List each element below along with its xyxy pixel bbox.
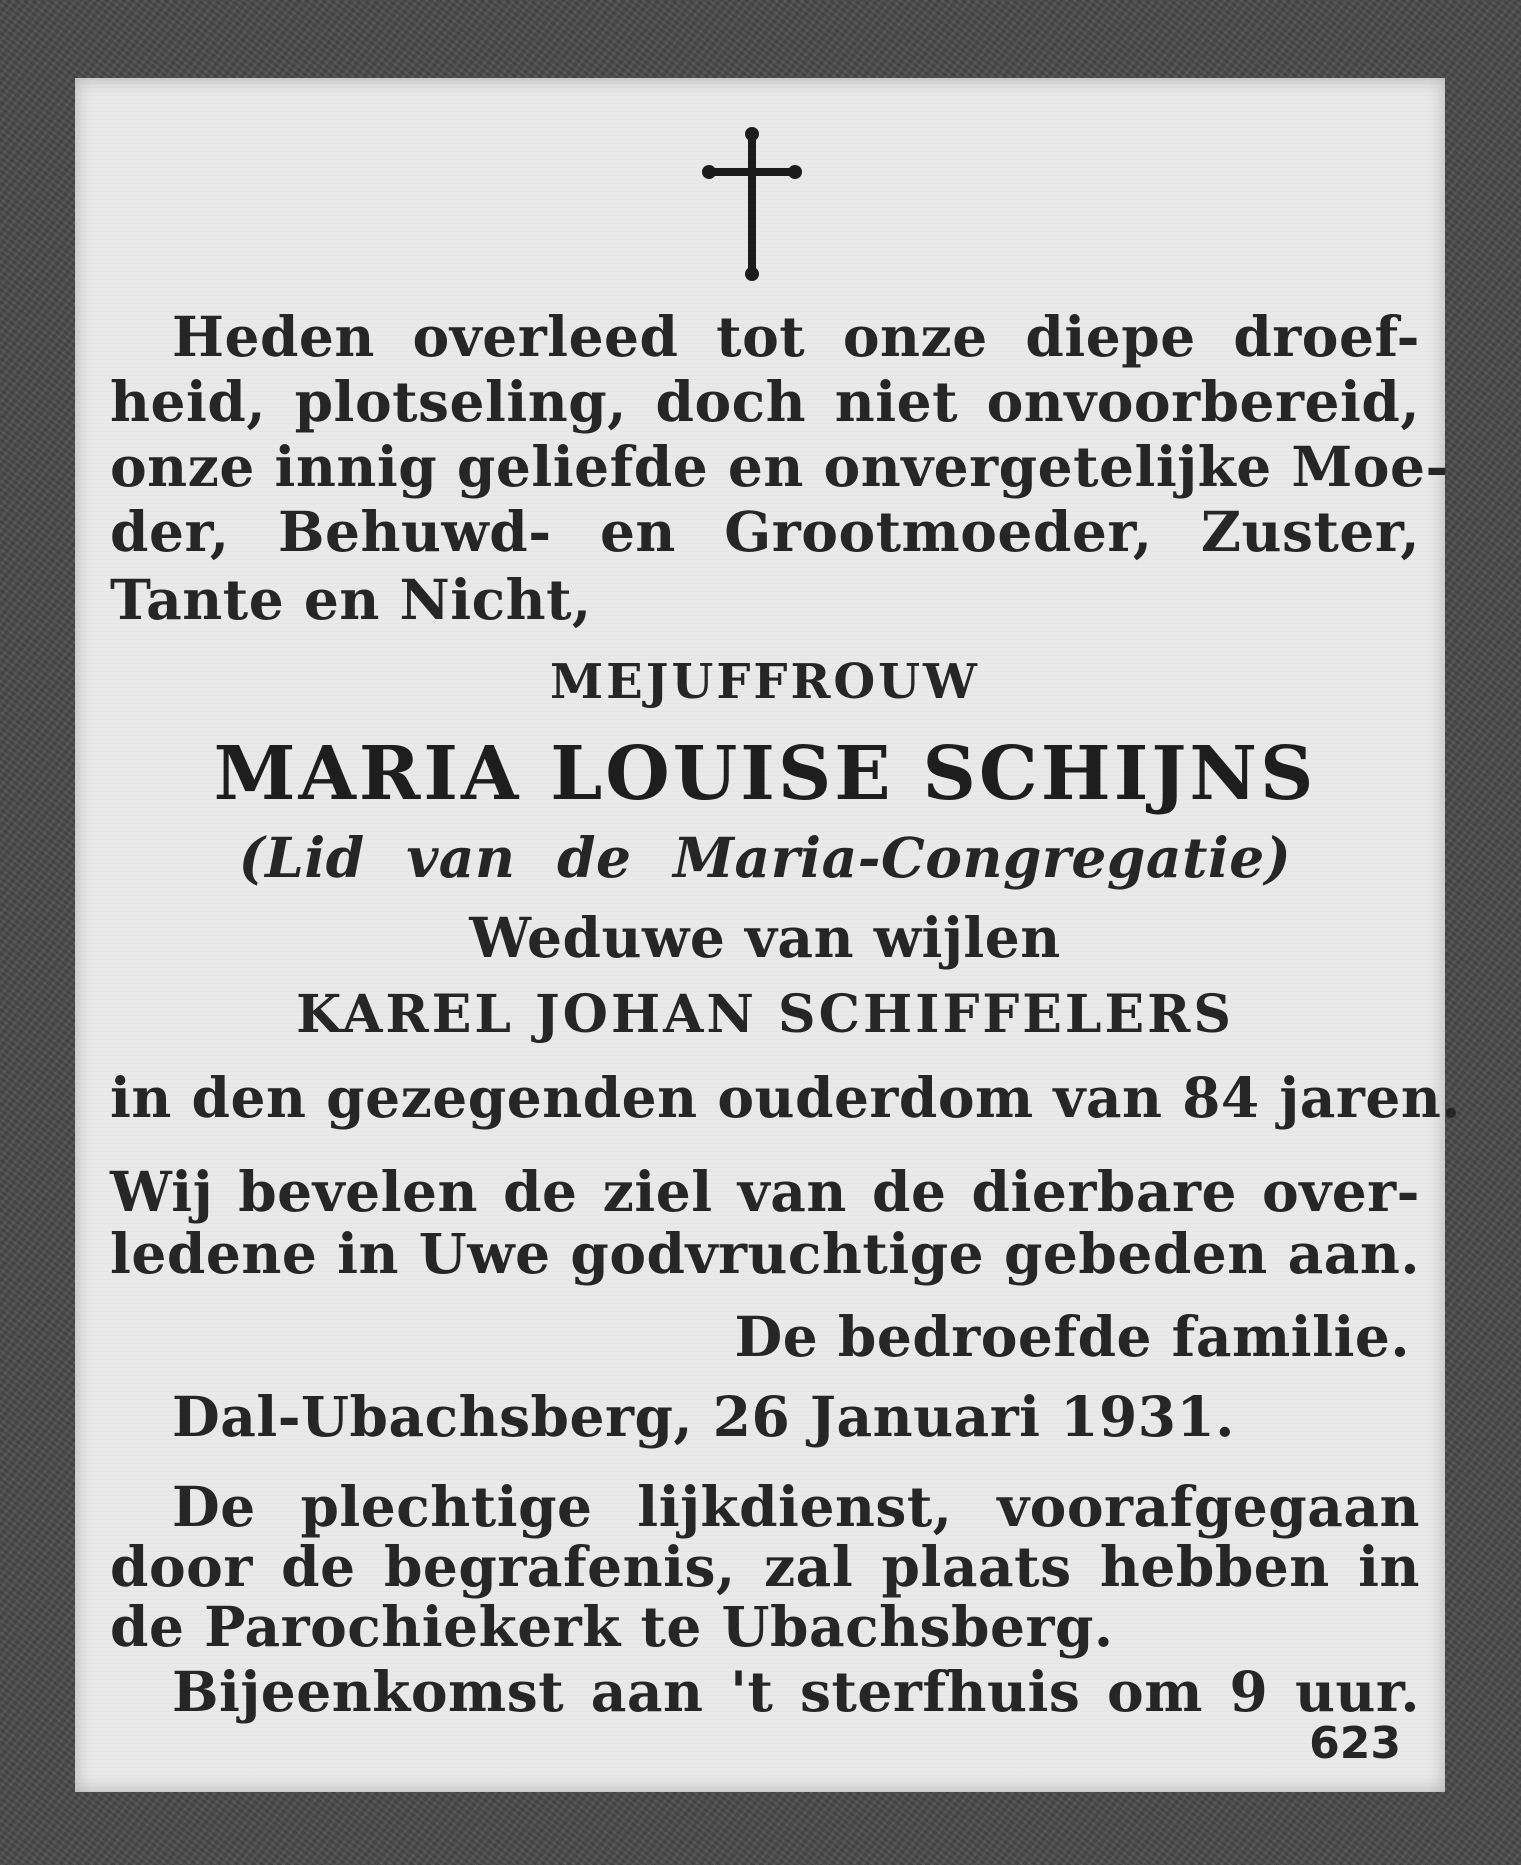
paragraph3-line: door de begrafenis, zal plaats hebben in: [110, 1534, 1420, 1599]
paragraph1-line: Tante en Nicht,: [110, 567, 592, 632]
paragraph2-line: Wij bevelen de ziel van de dierbare over-: [110, 1159, 1420, 1224]
paragraph1-line: der, Behuwd- en Grootmoeder, Zuster,: [110, 499, 1420, 564]
signature: De bedroefde familie.: [734, 1304, 1410, 1369]
paragraph2-line: ledene in Uwe godvruchtige gebeden aan.: [110, 1221, 1420, 1286]
ad-number: 623: [1309, 1718, 1401, 1769]
paragraph1-line: onze innig geliefde en onvergetelijke Moe-: [110, 434, 1449, 499]
paragraph1-line: heid, plotseling, doch niet onvoorbereid,: [110, 369, 1420, 434]
deceased-name: MARIA LOUISE SCHIJNS: [213, 731, 1317, 817]
honorific: MEJUFFROUW: [550, 654, 980, 710]
paragraph3-line: de Parochiekerk te Ubachsberg.: [110, 1594, 1114, 1659]
gathering-line: Bijeenkomst aan 't sterfhuis om 9 uur.: [172, 1659, 1420, 1724]
place-date: Dal-Ubachsberg, 26 Januari 1931.: [172, 1384, 1235, 1449]
paragraph1-line: Heden overleed tot onze diepe droef-: [172, 304, 1420, 369]
paragraph3-line: De plechtige lijkdienst, voorafgegaan: [172, 1474, 1420, 1539]
membership: (Lid van de Maria-Congregatie): [238, 825, 1292, 890]
widow-of: Weduwe van wijlen: [469, 905, 1061, 970]
cross-icon: [701, 124, 803, 284]
age-line: in den gezegenden ouderdom van 84 jaren.: [110, 1065, 1461, 1130]
husband-name: KAREL JOHAN SCHIFFELERS: [296, 984, 1234, 1045]
